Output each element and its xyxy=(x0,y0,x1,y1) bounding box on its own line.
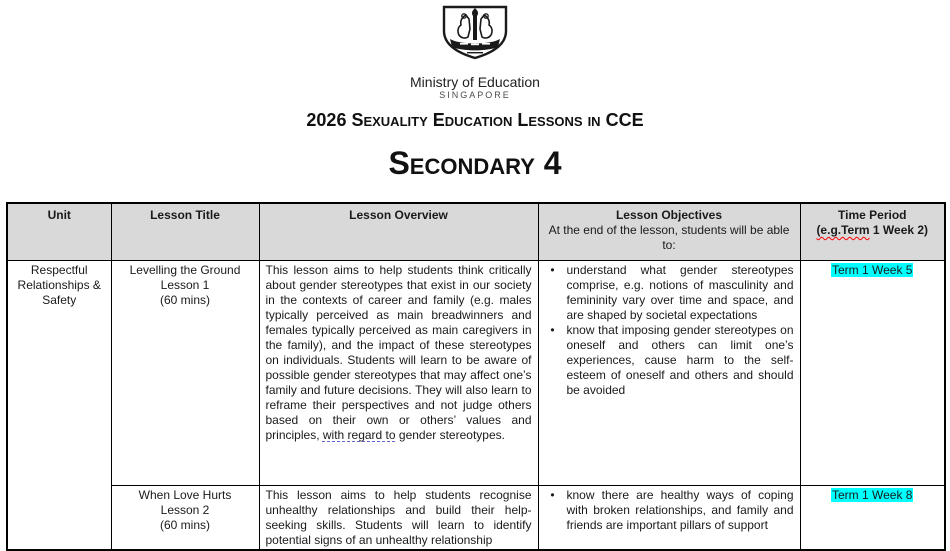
objective-text: know that imposing gender stereotypes on oneself and others can limit one’s experiences, cause harm to the self-esteem of oneself and others and should be avoided xyxy=(566,322,794,397)
header-time-period-sub-rest: 1 Week 2) xyxy=(869,223,929,237)
time-period-highlight: Term 1 Week 8 xyxy=(832,487,913,502)
spellcheck-flagged-text: (e.g.Term xyxy=(816,223,870,237)
overview-text: This lesson aims to help students think critically about gender stereotypes that exist in our society in the contexts of career and family (e.g. males typically perceived as main breadwinners and females typically perceived as main caregivers in the family), and the impact of these stereotypes on individuals. Students will learn to be aware of possible gender stereotypes that may affect one’s family and future decisions. They will also learn to reframe their perspectives and not judge others based on their own or others’ values and principles, xyxy=(265,262,532,442)
objective-item xyxy=(539,263,794,323)
table-row xyxy=(7,260,945,485)
lesson-title-line: When Love Hurts xyxy=(138,487,232,502)
ministry-country: SINGAPORE xyxy=(439,90,511,100)
objective-item xyxy=(539,488,794,533)
lesson-number-line: Lesson 2 xyxy=(160,502,210,517)
objective-text: know there are healthy ways of coping with broken relationships, and family and friends are important pillars of support xyxy=(566,487,794,532)
header-time-period xyxy=(800,203,945,260)
ministry-name: Ministry of Education xyxy=(410,74,540,90)
header-time-period-main: Time Period xyxy=(838,208,907,222)
header-unit: Unit xyxy=(7,203,111,260)
time-period-cell xyxy=(800,485,945,551)
level-title: Secondary 4 xyxy=(388,145,562,181)
header-lesson-objectives-main: Lesson Objectives xyxy=(615,208,723,222)
lesson-title-cell xyxy=(111,260,259,485)
lesson-overview-cell xyxy=(259,260,538,485)
time-period-highlight: Term 1 Week 5 xyxy=(832,262,913,277)
lesson-overview-cell xyxy=(259,485,538,551)
lesson-duration-line: (60 mins) xyxy=(159,292,210,307)
grammar-flagged-text: with regard to xyxy=(322,427,396,442)
header-time-period-sub xyxy=(805,223,941,238)
table-row xyxy=(7,485,945,551)
objective-item xyxy=(539,323,794,398)
header-lesson-objectives-sub: At the end of the lesson, students will be able to: xyxy=(548,223,790,252)
objective-text: understand what gender stereotypes comprise, e.g. notions of masculinity and femininity vary over time and space, and are shaped by societal expectations xyxy=(566,262,794,322)
header-lesson-objectives xyxy=(538,203,800,260)
masthead xyxy=(0,0,950,101)
bullet-icon: • xyxy=(550,322,555,337)
lesson-objectives-cell xyxy=(538,485,800,551)
lesson-title-line: Levelling the Ground xyxy=(129,262,241,277)
header-lesson-title: Lesson Title xyxy=(111,203,259,260)
time-period-cell xyxy=(800,260,945,485)
lessons-table xyxy=(6,202,946,551)
table-header-row xyxy=(7,203,945,260)
unit-cell: Respectful Relationships & Safety xyxy=(7,260,111,551)
lesson-objectives-cell xyxy=(538,260,800,485)
overview-text: This lesson aims to help students recognise unhealthy relationships and build their help-seeking skills. Students will learn to identify potential signs of an unhealthy relationship xyxy=(265,487,532,547)
bullet-icon: • xyxy=(550,487,555,502)
overview-text-end: gender stereotypes. xyxy=(395,427,505,442)
header-lesson-overview: Lesson Overview xyxy=(259,203,538,260)
lesson-number-line: Lesson 1 xyxy=(160,277,210,292)
lesson-duration-line: (60 mins) xyxy=(159,517,210,532)
moe-crest-icon xyxy=(436,3,514,61)
lesson-title-cell xyxy=(111,485,259,551)
bullet-icon: • xyxy=(550,262,555,277)
document-title: 2026 Sexuality Education Lessons in CCE xyxy=(306,110,644,130)
